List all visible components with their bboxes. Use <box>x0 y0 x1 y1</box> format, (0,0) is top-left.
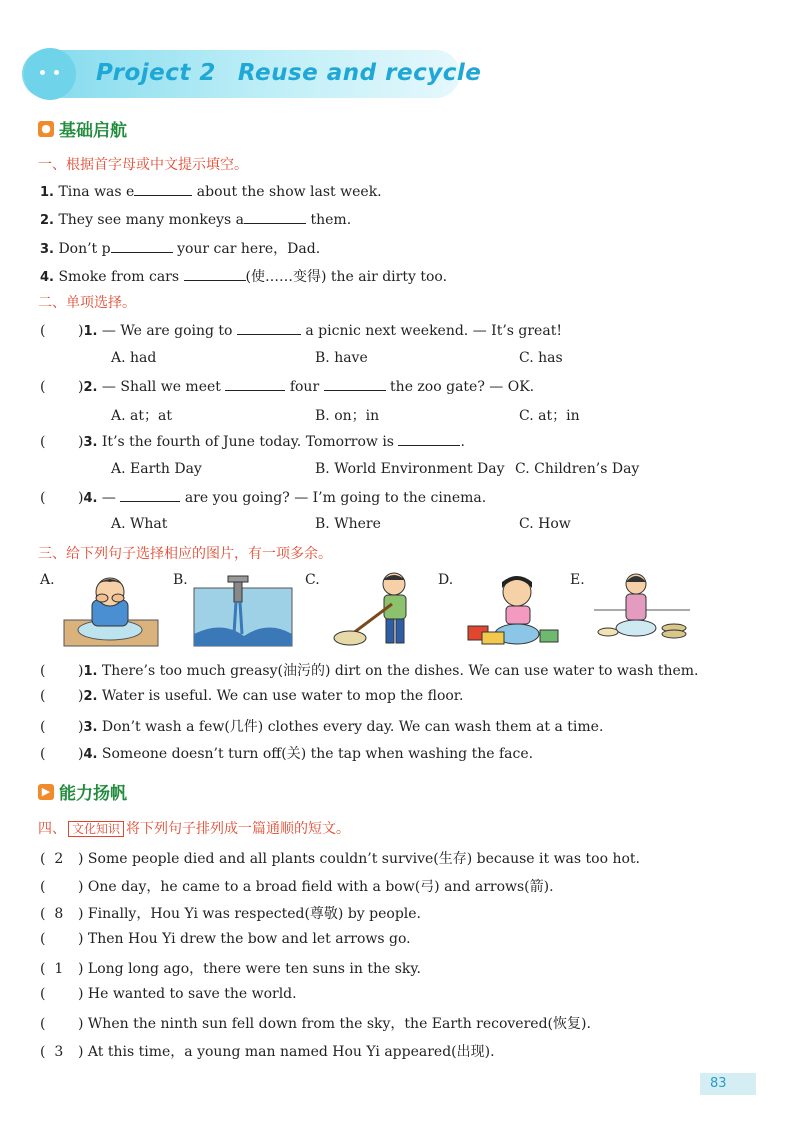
part4-item: ( ) Then Hou Yi drew the bow and let arrows go. <box>40 931 411 947</box>
part2-heading: 二、单项选择。 <box>38 295 136 311</box>
part2-option: C. How <box>519 516 571 532</box>
part2-option: B. on；in <box>315 408 380 424</box>
part2-option: C. Children’s Day <box>515 461 640 477</box>
part3-item-4: ( )4. Someone doesn’t turn off(关) the tap when washing the face. <box>40 746 534 762</box>
part2-option: C. has <box>519 350 563 366</box>
part4-item: ( ) He wanted to save the world. <box>40 986 297 1002</box>
picture-e-washing-dishes <box>592 570 692 650</box>
part1-heading: 一、根据首字母或中文提示填空。 <box>38 157 248 173</box>
picture-c-mopping <box>330 570 430 650</box>
part2-option: A. had <box>111 350 157 366</box>
part1-item-2: 2. They see many monkeys a them. <box>40 212 352 228</box>
section-icon: ● <box>38 121 54 137</box>
picture-label: A. <box>40 572 55 588</box>
part2-option: A. Earth Day <box>111 461 202 477</box>
mascot-icon <box>24 48 76 100</box>
part1-item-1: 1. Tina was e about the show last week. <box>40 184 382 200</box>
picture-d-washing-clothes <box>462 570 562 650</box>
part2-item-4: ( )4. — are you going? — I’m going to the cinema. <box>40 490 487 506</box>
part2-option: B. World Environment Day <box>315 461 505 477</box>
section-basic: ● 基础启航 <box>38 116 127 141</box>
part3-item-3: ( )3. Don’t wash a few(几件) clothes every day. We can wash them at a time. <box>40 719 604 735</box>
picture-label: E. <box>570 572 585 588</box>
part2-item-3: ( )3. It’s the fourth of June today. Tomorrow is . <box>40 434 465 450</box>
part4-heading: 四、 文化知识 将下列句子排列成一篇通顺的短文。 <box>38 821 351 837</box>
part4-item: ( 8 ) Finally，Hou Yi was respected(尊敬) by people. <box>40 906 422 922</box>
section-ability: ▶ 能力扬帆 <box>38 779 127 804</box>
part3-item-1: ( )1. There’s too much greasy(油污的) dirt on the dishes. We can use water to wash them. <box>40 663 699 679</box>
part1-item-4: 4. Smoke from cars (使……变得) the air dirty too. <box>40 269 448 285</box>
part2-option: A. at；at <box>111 408 172 424</box>
part4-item: ( 2 ) Some people died and all plants couldn’t survive(生存) because it was too hot. <box>40 851 640 867</box>
part4-item: ( 3 ) At this time，a young man named Hou Yi appeared(出现). <box>40 1044 495 1060</box>
part4-item: ( ) When the ninth sun fell down from the sky，the Earth recovered(恢复). <box>40 1016 591 1032</box>
page-number: 83 <box>700 1073 756 1095</box>
part2-item-1: ( )1. — We are going to a picnic next weekend. — It’s great! <box>40 323 562 339</box>
part2-item-2: ( )2. — Shall we meet four the zoo gate? — OK. <box>40 379 535 395</box>
part2-option: B. Where <box>315 516 381 532</box>
picture-label: B. <box>173 572 188 588</box>
part4-item: ( ) One day，he came to a broad field with a bow(弓) and arrows(箭). <box>40 879 554 895</box>
part2-option: C. at；in <box>519 408 580 424</box>
part4-item: ( 1 ) Long long ago，there were ten suns in the sky. <box>40 961 421 977</box>
part2-option: B. have <box>315 350 368 366</box>
section-icon: ▶ <box>38 784 54 800</box>
page-title: Project 2 Reuse and recycle <box>96 60 482 86</box>
part3-heading: 三、给下列句子选择相应的图片，有一项多余。 <box>38 546 332 562</box>
picture-b-running-tap <box>192 570 297 650</box>
picture-a-washing-face <box>62 570 162 650</box>
part3-item-2: ( )2. Water is useful. We can use water to mop the floor. <box>40 688 464 704</box>
part2-option: A. What <box>111 516 168 532</box>
picture-label: C. <box>305 572 320 588</box>
part1-item-3: 3. Don’t p your car here，Dad. <box>40 241 321 257</box>
picture-label: D. <box>438 572 454 588</box>
